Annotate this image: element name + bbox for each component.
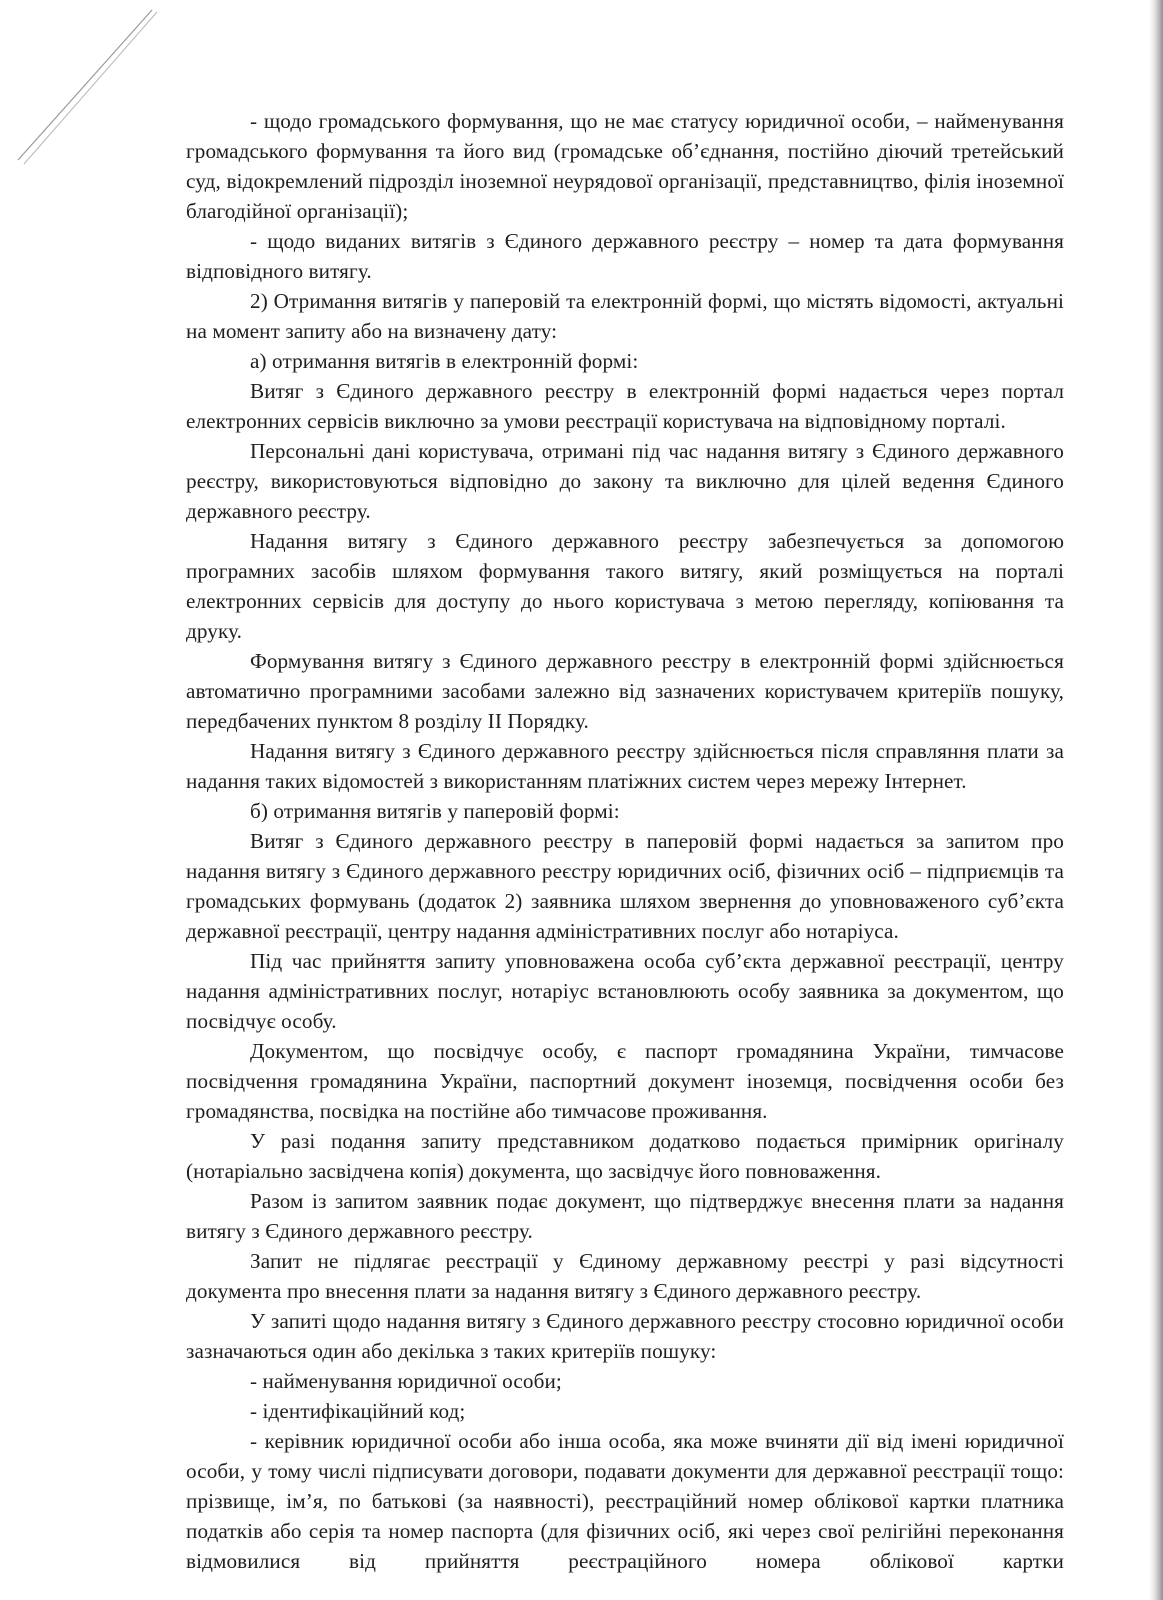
document-body (186, 106, 1064, 1576)
paragraph: У запиті щодо надання витягу з Єдиного державного реєстру стосовно юридичної особи зазначаються один або декілька з таких критеріїв пошуку: (186, 1309, 1064, 1363)
paragraph: - щодо виданих витягів з Єдиного державного реєстру – номер та дата формування відповідного витягу. (186, 229, 1064, 283)
paragraph: Документом, що посвідчує особу, є паспорт громадянина України, тимчасове посвідчення громадянина України, паспортний документ іноземця, посвідчення особи без громадянства, посвідка на постійне або тимчасове проживання. (186, 1039, 1064, 1123)
paragraph: Разом із запитом заявник подає документ, що підтверджує внесення плати за надання витягу з Єдиного державного реєстру. (186, 1189, 1064, 1243)
paragraph: - найменування юридичної особи; (250, 1369, 562, 1393)
paragraph: Витяг з Єдиного державного реєстру в паперовій формі надається за запитом про надання витягу з Єдиного державного реєстру юридичних осіб, фізичних осіб – підприємців та громадських формувань (додаток 2) заявника шляхом звернення до уповноваженого суб’єкта державної реєстрації, центру надання адміністративних послуг або нотаріуса. (186, 829, 1064, 943)
paragraph: 2) Отримання витягів у паперовій та електронній формі, що містять відомості, актуальні на момент запиту або на визначену дату: (186, 289, 1064, 343)
paragraph: Надання витягу з Єдиного державного реєстру забезпечується за допомогою програмних засобів шляхом формування такого витягу, який розміщується на порталі електронних сервісів для доступу до нього користувача з метою перегляду, копіювання та друку. (186, 529, 1064, 643)
paragraph: Витяг з Єдиного державного реєстру в електронній формі надається через портал електронних сервісів виключно за умови реєстрації користувача на відповідному порталі. (186, 379, 1064, 433)
paragraph: Персональні дані користувача, отримані під час надання витягу з Єдиного державного реєстру, використовуються відповідно до закону та виключно для цілей ведення Єдиного державного реєстру. (186, 439, 1064, 523)
paragraph: а) отримання витягів в електронній формі: (250, 349, 639, 373)
scan-edge-shadow (1149, 0, 1163, 1600)
paragraph: - щодо громадського формування, що не має статусу юридичної особи, – найменування громадського формування та його вид (громадське об’єднання, постійно діючий третейський суд, відокремлений підрозділ іноземної неурядової організації, представництво, філія іноземної благодійної організації); (186, 109, 1064, 223)
paragraph: У разі подання запиту представником додатково подається примірник оригіналу (нотаріально засвідчена копія) документа, що засвідчує його повноваження. (186, 1129, 1064, 1183)
paragraph: Формування витягу з Єдиного державного реєстру в електронній формі здійснюється автоматично програмними засобами залежно від зазначених користувачем критеріїв пошуку, передбачених пунктом 8 розділу II Порядку. (186, 649, 1064, 733)
paragraph: Запит не підлягає реєстрації у Єдиному державному реєстрі у разі відсутності документа про внесення плати за надання витягу з Єдиного державного реєстру. (186, 1249, 1064, 1303)
paragraph: Надання витягу з Єдиного державного реєстру здійснюється після справляння плати за надання таких відомостей з використанням платіжних систем через мережу Інтернет. (186, 739, 1064, 793)
paragraph: - ідентифікаційний код; (250, 1399, 466, 1423)
paragraph: Під час прийняття запиту уповноважена особа суб’єкта державної реєстрації, центру надання адміністративних послуг, нотаріус встановлюють особу заявника за документом, що посвідчує особу. (186, 949, 1064, 1033)
scan-corner-marks (0, 0, 170, 180)
paragraph: б) отримання витягів у паперовій формі: (250, 799, 620, 823)
paragraph: - керівник юридичної особи або інша особа, яка може вчиняти дії від імені юридичної особи, у тому числі підписувати договори, подавати документи для державної реєстрації тощо: прізвище, ім’я, по батькові (за наявності), реєстраційний номер облікової картки платника податків або серія та номер паспорта (для фізичних осіб, які через свої релігійні переконання відмовилися від прийняття реєстраційного номера облікової картки (186, 1429, 1064, 1573)
